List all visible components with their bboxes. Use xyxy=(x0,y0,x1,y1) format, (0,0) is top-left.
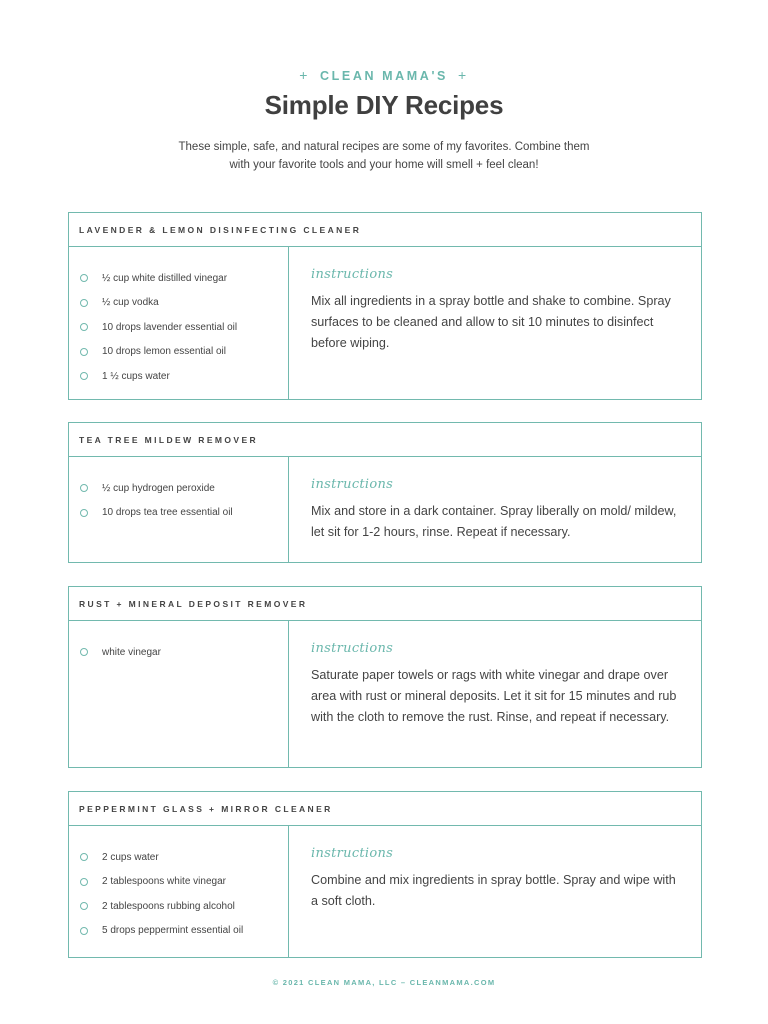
ingredient-list xyxy=(69,826,289,958)
instructions-text: Saturate paper towels or rags with white vinegar and drape over area with rust or mineral deposits. Let it sit for 15 minutes and rub with the cloth to remove the rust. Rinse, and repeat if necessary. xyxy=(311,668,677,724)
ornament-left-icon: + xyxy=(299,67,311,83)
ornament-right-icon: + xyxy=(457,67,469,83)
ingredient-item xyxy=(80,870,288,895)
instructions-panel xyxy=(289,247,701,400)
ingredient-item xyxy=(80,919,288,944)
checkbox-circle-icon xyxy=(80,274,88,282)
instructions-text: Mix and store in a dark container. Spray liberally on mold/ mildew, let sit for 1-2 hours, rinse. Repeat if necessary. xyxy=(311,504,677,539)
ingredient-text: 5 drops peppermint essential oil xyxy=(102,925,244,937)
checkbox-circle-icon xyxy=(80,372,88,380)
instructions-panel xyxy=(289,826,701,958)
checkbox-circle-icon xyxy=(80,648,88,656)
page-title: Simple DIY Recipes xyxy=(264,90,504,120)
ingredient-text: 1 ½ cups water xyxy=(102,370,170,382)
checkbox-circle-icon xyxy=(80,853,88,861)
ingredient-item xyxy=(80,476,288,501)
checkbox-circle-icon xyxy=(80,348,88,356)
checkbox-circle-icon xyxy=(80,902,88,910)
ingredient-text: 10 drops lavender essential oil xyxy=(102,321,238,333)
ingredient-text: 2 tablespoons white vinegar xyxy=(102,876,226,888)
ingredient-item xyxy=(80,501,288,526)
instructions-label: instructions xyxy=(311,477,394,492)
checkbox-circle-icon xyxy=(80,509,88,517)
instructions-text: Mix all ingredients in a spray bottle and shake to combine. Spray surfaces to be cleaned and allow to sit 10 minutes to disinfect before wiping. xyxy=(311,294,671,350)
ingredient-list xyxy=(69,621,289,768)
checkbox-circle-icon xyxy=(80,927,88,935)
ingredient-list xyxy=(69,457,289,563)
recipe-title: LAVENDER & LEMON DISINFECTING CLEANER xyxy=(69,213,701,247)
instructions-label: instructions xyxy=(311,846,394,861)
ingredient-list xyxy=(69,247,289,400)
instructions-panel xyxy=(289,457,701,563)
ingredient-text: ½ cup hydrogen peroxide xyxy=(102,482,215,494)
footer-copyright: © 2021 CLEAN MAMA, LLC – CLEANMAMA.COM xyxy=(272,978,496,987)
ingredient-text: 10 drops lemon essential oil xyxy=(102,346,226,358)
recipe-card xyxy=(68,212,702,400)
ingredient-text: 2 tablespoons rubbing alcohol xyxy=(102,900,235,912)
recipe-title: RUST + MINERAL DEPOSIT REMOVER xyxy=(69,587,701,621)
checkbox-circle-icon xyxy=(80,299,88,307)
instructions-label: instructions xyxy=(311,267,394,282)
checkbox-circle-icon xyxy=(80,878,88,886)
brand-line xyxy=(0,67,768,83)
recipe-title: PEPPERMINT GLASS + MIRROR CLEANER xyxy=(69,792,701,826)
ingredient-text: white vinegar xyxy=(102,646,161,658)
recipe-title: TEA TREE MILDEW REMOVER xyxy=(69,423,701,457)
ingredient-item xyxy=(80,266,288,291)
ingredient-text: 10 drops tea tree essential oil xyxy=(102,507,233,519)
checkbox-circle-icon xyxy=(80,323,88,331)
ingredient-text: ½ cup white distilled vinegar xyxy=(102,272,228,284)
recipe-card xyxy=(68,791,702,958)
ingredient-text: 2 cups water xyxy=(102,851,159,863)
ingredient-item xyxy=(80,291,288,316)
instructions-text: Combine and mix ingredients in spray bottle. Spray and wipe with a soft cloth. xyxy=(311,873,676,908)
recipe-card xyxy=(68,586,702,768)
intro-text: These simple, safe, and natural recipes are some of my favorites. Combine them with your favorite tools and your home will smell + feel clean! xyxy=(178,141,590,171)
ingredient-item xyxy=(80,340,288,365)
ingredient-item xyxy=(80,315,288,340)
ingredient-item xyxy=(80,640,288,665)
recipe-card xyxy=(68,422,702,563)
ingredient-item xyxy=(80,364,288,389)
instructions-label: instructions xyxy=(311,641,394,656)
ingredient-text: ½ cup vodka xyxy=(102,297,159,309)
brand-name: CLEAN MAMA'S xyxy=(320,69,448,83)
ingredient-item xyxy=(80,845,288,870)
checkbox-circle-icon xyxy=(80,484,88,492)
instructions-panel xyxy=(289,621,701,768)
ingredient-item xyxy=(80,894,288,919)
